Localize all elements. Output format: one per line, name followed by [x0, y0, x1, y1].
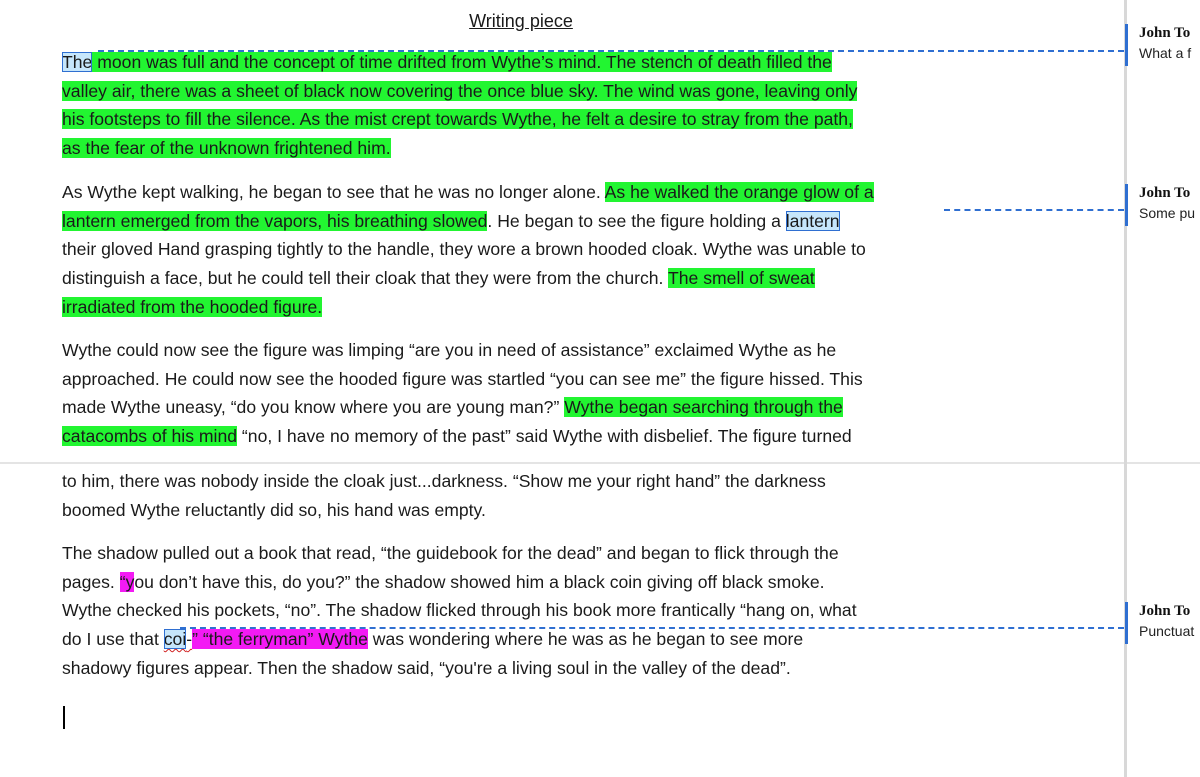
highlighted-text: his footsteps to fill the silence. As the mist crept towards Wythe, he felt a desire to stray from the path,	[62, 109, 853, 130]
text-run: . He began to see the figure holding a	[487, 210, 786, 231]
comment-1[interactable]	[1125, 24, 1200, 74]
highlighted-text: “y	[119, 571, 135, 592]
text-run: do I use that	[62, 629, 164, 650]
text-run: “no, I have no memory of the past” said Wythe with disbelief. The figure turned	[237, 426, 852, 447]
text-run: boomed Wythe reluctantly did so, his hand was empty.	[62, 499, 486, 520]
comment-connector-1	[98, 50, 1124, 52]
text-run: -	[186, 629, 193, 650]
paragraph-2[interactable]	[62, 178, 992, 322]
text-run: shadowy figures appear. Then the shadow said, “you're a living soul in the valley of the dead”.	[62, 657, 791, 678]
comment-2[interactable]	[1125, 184, 1200, 234]
page-break	[0, 462, 1200, 464]
text-run: The shadow pulled out a book that read, “the guidebook for the dead” and began to flick through the	[62, 543, 839, 563]
paragraph-4[interactable]	[62, 467, 992, 524]
text-run: made Wythe uneasy, “do you know where you are young man?”	[62, 397, 565, 418]
comment-text: Some pu	[1139, 205, 1196, 221]
text-run: was wondering where he was as he began to see more	[367, 629, 804, 650]
text-cursor	[63, 706, 65, 729]
paragraph-5[interactable]	[62, 539, 992, 683]
highlighted-text: ” “the ferryman” Wythe	[192, 629, 368, 650]
highlighted-text: Wythe began searching through the	[564, 397, 843, 418]
highlighted-text: valley air, there was a sheet of black now covering the once blue sky. The wind was gone, leaving only	[62, 80, 858, 101]
text-run: to him, there was nobody inside the cloak just...darkness. “Show me your right hand” the darkness	[62, 471, 826, 491]
text-run: coi	[163, 629, 187, 650]
text-run: Wythe checked his pockets, “no”. The shadow flicked through his book more frantically “hang on, what	[62, 600, 857, 621]
highlighted-text: moon was full and the concept of time drifted from Wythe’s mind. The stench of death filled the	[92, 52, 832, 72]
comment-text: Punctuat	[1139, 623, 1195, 639]
highlighted-text: catacombs of his mind	[62, 426, 238, 447]
comment-connector-2	[944, 209, 1124, 211]
text-run: ou don’t have this, do you?” the shadow showed him a black coin giving off black smoke.	[134, 571, 825, 592]
comment-accent-bar	[1125, 24, 1128, 66]
comment-text: What a f	[1139, 45, 1192, 61]
highlighted-text: As he walked the orange glow of a	[604, 182, 874, 202]
comment-author: John To	[1139, 185, 1191, 201]
text-run: their gloved Hand grasping tightly to the handle, they wore a brown hooded cloak. Wythe was unable to	[62, 239, 866, 260]
text-run: As Wythe kept walking, he began to see that he was no longer alone.	[62, 182, 605, 202]
comment-margin-divider	[1124, 0, 1127, 777]
text-run: pages.	[62, 571, 120, 592]
comment-3[interactable]	[1125, 602, 1200, 652]
highlighted-text: lantern emerged from the vapors, his breathing slowed	[62, 210, 488, 231]
paragraph-1[interactable]	[62, 48, 992, 163]
comment-connector-3	[180, 627, 1124, 629]
comment-accent-bar	[1125, 184, 1128, 226]
highlighted-text: The smell of sweat	[668, 268, 815, 289]
text-run: Wythe could now see the figure was limping “are you in need of assistance” exclaimed Wythe as he	[62, 340, 837, 360]
comment-author: John To	[1139, 25, 1191, 41]
text-run: distinguish a face, but he could tell their cloak that they were from the church.	[62, 268, 669, 289]
highlighted-text: as the fear of the unknown frightened him.	[62, 138, 391, 159]
highlighted-text: irradiated from the hooded figure.	[62, 296, 323, 317]
comment-accent-bar	[1125, 602, 1128, 644]
text-run: approached. He could now see the hooded figure was startled “you can see me” the figure hissed. This	[62, 368, 863, 389]
text-run: lantern	[785, 210, 840, 231]
page-title: Writing piece	[469, 11, 573, 31]
paragraph-3[interactable]	[62, 336, 992, 451]
comment-author: John To	[1139, 603, 1191, 619]
highlighted-text: The	[62, 52, 93, 72]
